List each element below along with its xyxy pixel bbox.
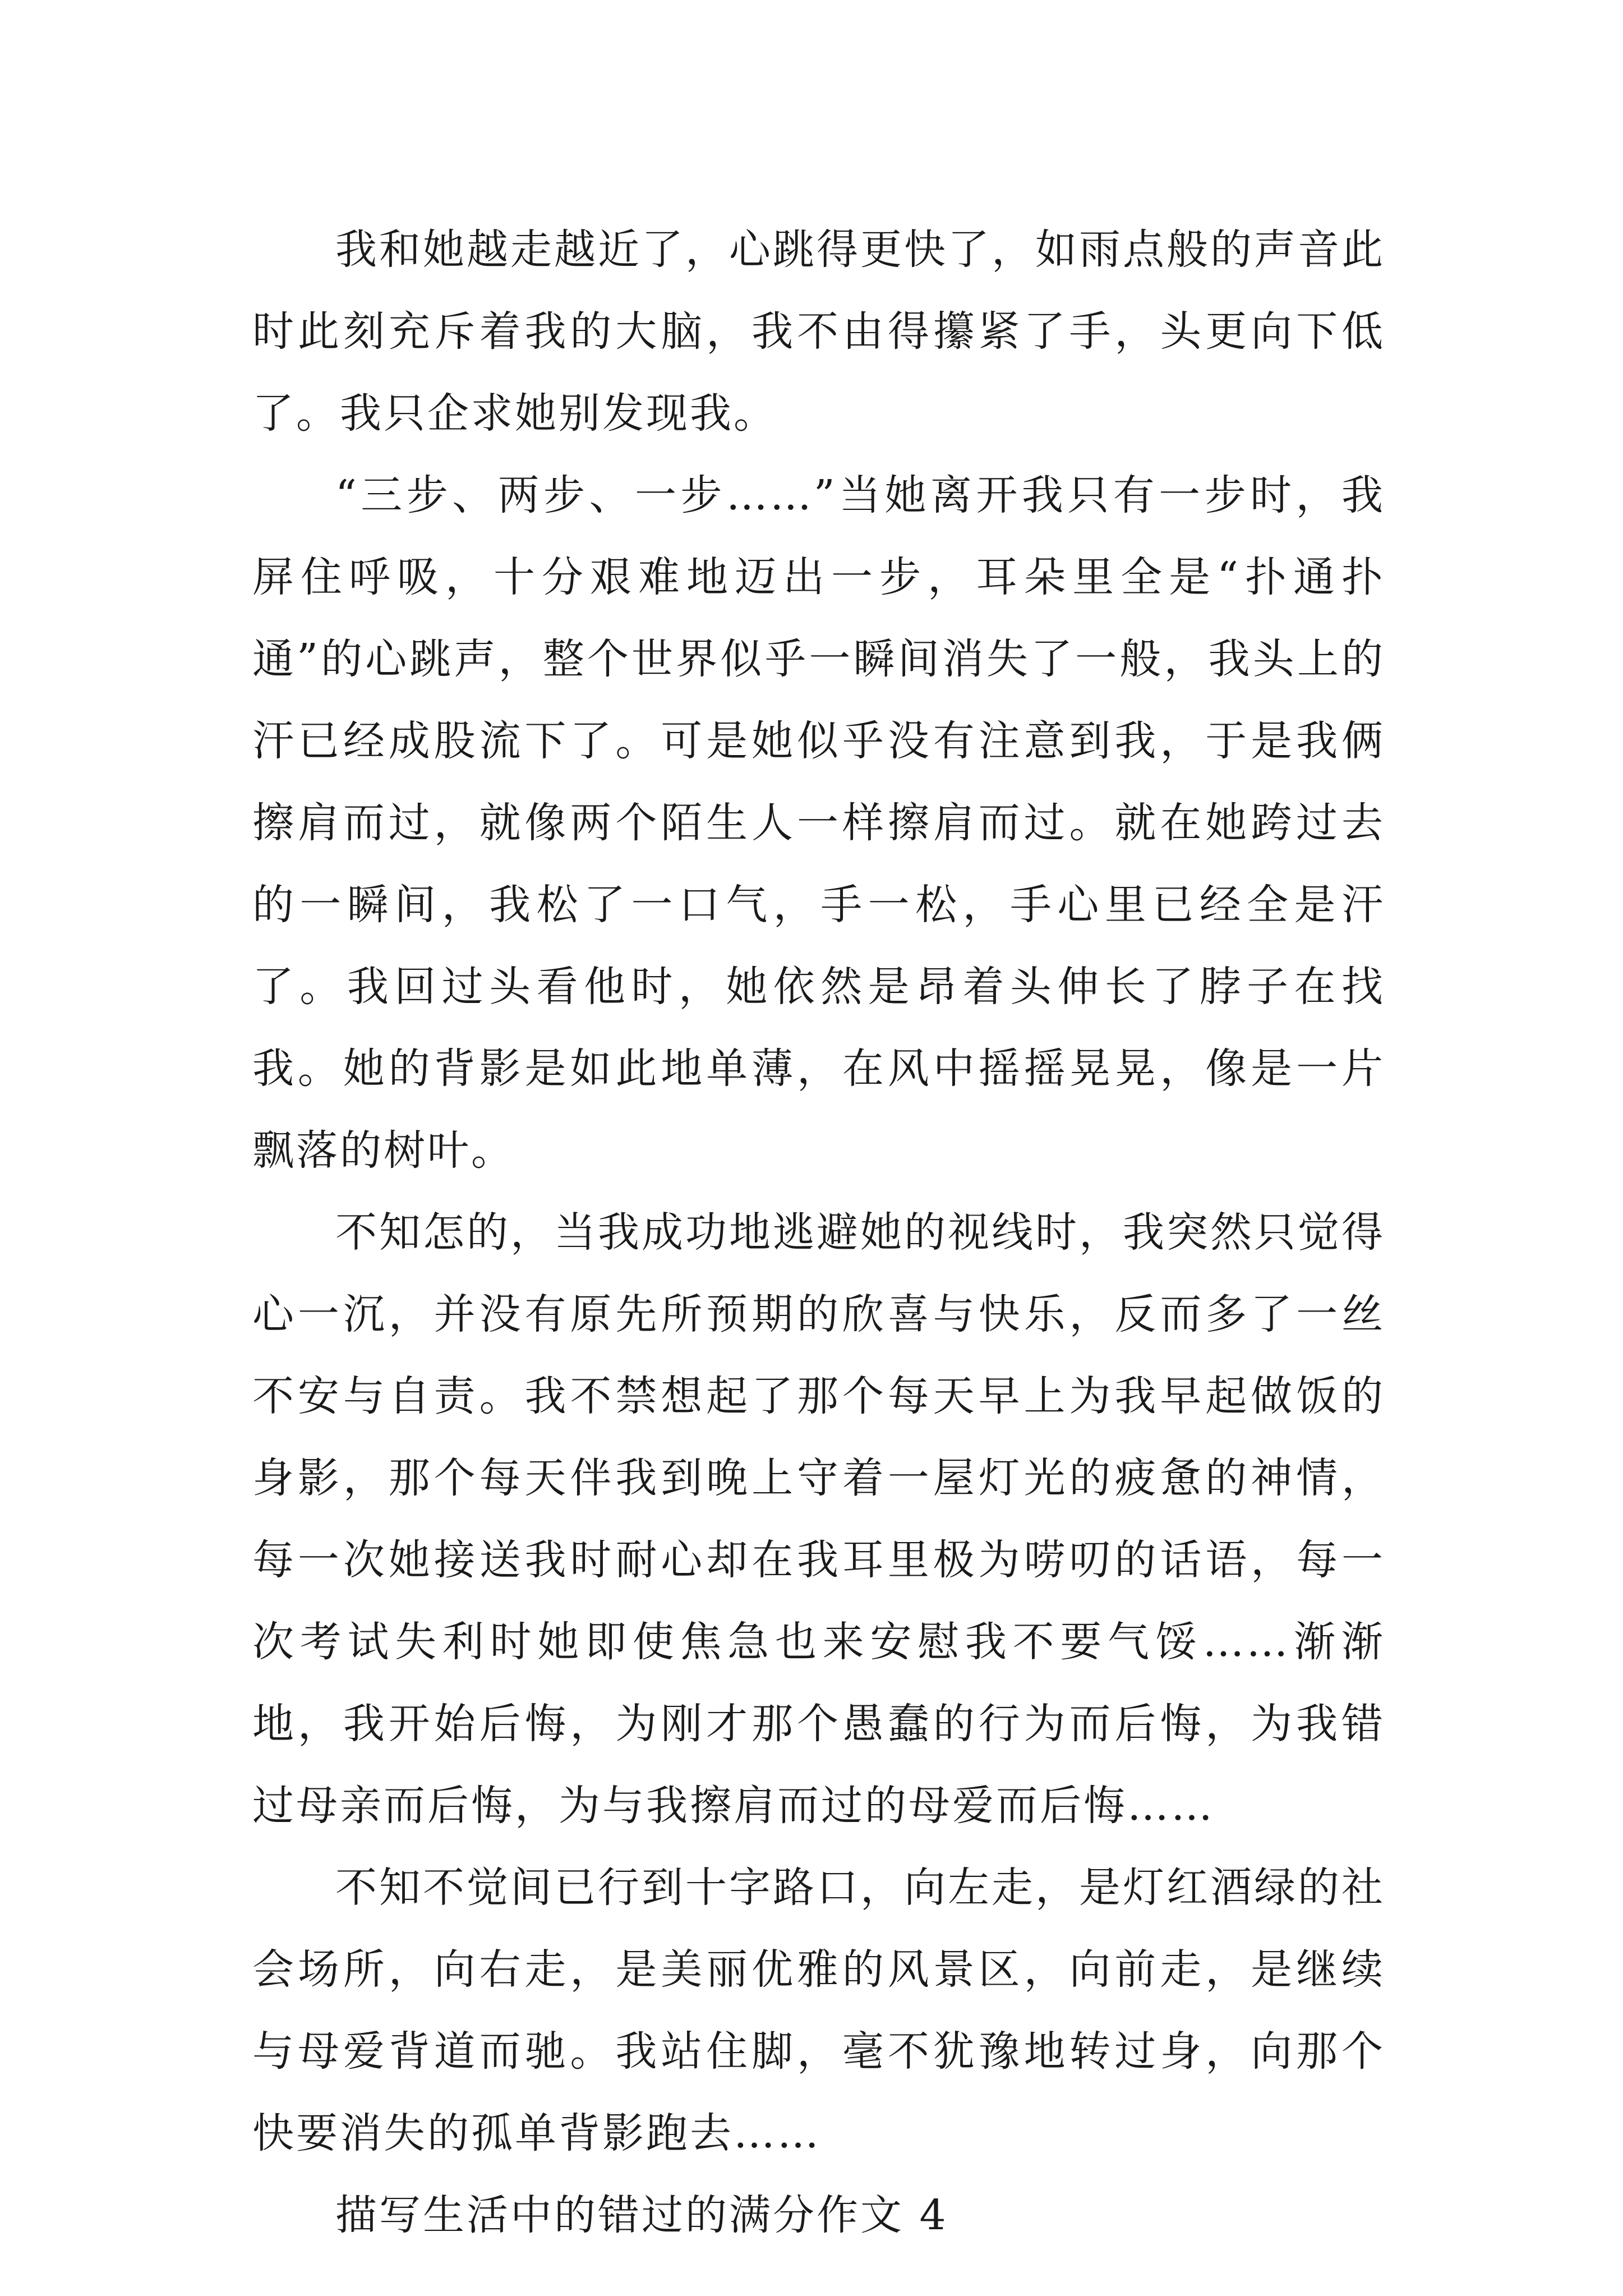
paragraph-2: “三步、两步、一步……”当她离开我只有一步时，我屏住呼吸，十分艰难地迈出一步，耳朵里全是“扑通扑通”的心跳声，整个世界似乎一瞬间消失了一般，我头上的汗已经成股流下了。可是她似乎没有注意到我，于是我俩擦肩而过，就像两个陌生人一样擦肩而过。就在她跨过去的一瞬间，我松了一口气，手一松，手心里已经全是汗了。我回过头看他时，她依然是昂着头伸长了脖子在找我。她的背影是如此地单薄，在风中摇摇晃晃，像是一片飘落的树叶。 [252, 471, 1385, 1175]
paragraph-3: 不知怎的，当我成功地逃避她的视线时，我突然只觉得心一沉，并没有原先所预期的欣喜与快乐，反而多了一丝不安与自责。我不禁想起了那个每天早上为我早起做饭的身影，那个每天伴我到晚上守着一屋灯光的疲惫的神情，每一次她接送我时耐心却在我耳里极为唠叨的话语，每一次考试失利时她即使焦急也来安慰我不要气馁……渐渐地，我开始后悔，为刚才那个愚蠢的行为而后悔，为我错过母亲而后悔，为与我擦肩而过的母爱而后悔…… [252, 1208, 1385, 1830]
paragraph-4: 不知不觉间已行到十字路口，向左走，是灯红酒绿的社会场所，向右走，是美丽优雅的风景区，向前走，是继续与母爱背道而驰。我站住脚，毫不犹豫地转过身，向那个快要消失的孤单背影跑去…… [252, 1864, 1385, 2157]
document-body [252, 209, 1385, 2256]
section-title: 描写生活中的错过的满分作文 4 [335, 2191, 948, 2239]
paragraph-1: 我和她越走越近了，心跳得更快了，如雨点般的声音此时此刻充斥着我的大脑，我不由得攥紧了手，头更向下低了。我只企求她别发现我。 [252, 226, 1385, 438]
